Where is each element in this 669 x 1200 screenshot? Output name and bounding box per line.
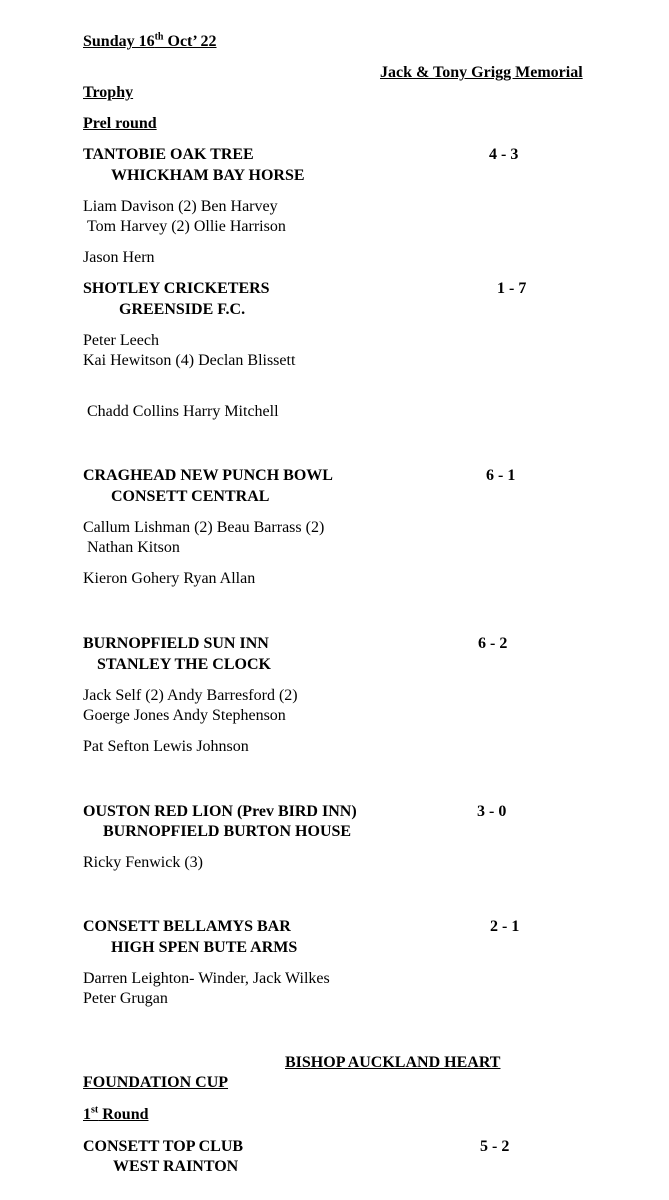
competition-title-line1: Jack & Tony Grigg Memorial (380, 64, 583, 81)
home-team: CONSETT BELLAMYS BAR (83, 918, 291, 935)
home-team: BURNOPFIELD SUN INN (83, 635, 269, 652)
match-score: 6 - 2 (478, 635, 508, 652)
match-score: 4 - 3 (489, 146, 519, 163)
home-team: CRAGHEAD NEW PUNCH BOWL (83, 467, 333, 484)
away-team: BURNOPFIELD BURTON HOUSE (103, 823, 352, 840)
scorers-line: Pat Sefton Lewis Johnson (83, 738, 249, 755)
home-team: TANTOBIE OAK TREE (83, 146, 254, 163)
competition-title-line2: Trophy (83, 84, 134, 101)
scorers-line: Peter Grugan (83, 990, 168, 1007)
away-team: WEST RAINTON (113, 1158, 239, 1175)
scorers-line: Darren Leighton- Winder, Jack Wilkes (83, 970, 330, 987)
match-score: 1 - 7 (497, 280, 527, 297)
scorers-line: Jack Self (2) Andy Barresford (2) (83, 687, 298, 704)
home-team: OUSTON RED LION (Prev BIRD INN) (83, 803, 357, 820)
competition-title-line2: FOUNDATION CUP (83, 1074, 229, 1091)
match-score: 3 - 0 (477, 803, 507, 820)
scorers-line: Jason Hern (83, 249, 155, 266)
home-team: CONSETT TOP CLUB (83, 1138, 244, 1155)
match-date: Sunday 16th Oct’ 22 (83, 31, 217, 50)
competition-title-line1: BISHOP AUCKLAND HEART (285, 1054, 501, 1071)
scorers-line: Kieron Gohery Ryan Allan (83, 570, 256, 587)
scorers-line: Callum Lishman (2) Beau Barrass (2) (83, 519, 325, 536)
scorers-line: Ricky Fenwick (3) (83, 854, 203, 871)
away-team: STANLEY THE CLOCK (97, 656, 271, 673)
scorers-line: Tom Harvey (2) Ollie Harrison (87, 218, 286, 235)
round-title: 1st Round (83, 1104, 149, 1123)
away-team: HIGH SPEN BUTE ARMS (111, 939, 298, 956)
away-team: GREENSIDE F.C. (119, 301, 246, 318)
scorers-line: Kai Hewitson (4) Declan Blissett (83, 352, 296, 369)
home-team: SHOTLEY CRICKETERS (83, 280, 270, 297)
scorers-line: Nathan Kitson (87, 539, 180, 556)
match-score: 6 - 1 (486, 467, 516, 484)
round-title: Prel round (83, 115, 157, 132)
scorers-line: Peter Leech (83, 332, 159, 349)
scorers-line: Goerge Jones Andy Stephenson (83, 707, 286, 724)
away-team: WHICKHAM BAY HORSE (111, 167, 305, 184)
away-team: CONSETT CENTRAL (111, 488, 270, 505)
match-score: 2 - 1 (490, 918, 520, 935)
scorers-line: Liam Davison (2) Ben Harvey (83, 198, 278, 215)
match-score: 5 - 2 (480, 1138, 510, 1155)
scorers-line: Chadd Collins Harry Mitchell (87, 403, 279, 420)
